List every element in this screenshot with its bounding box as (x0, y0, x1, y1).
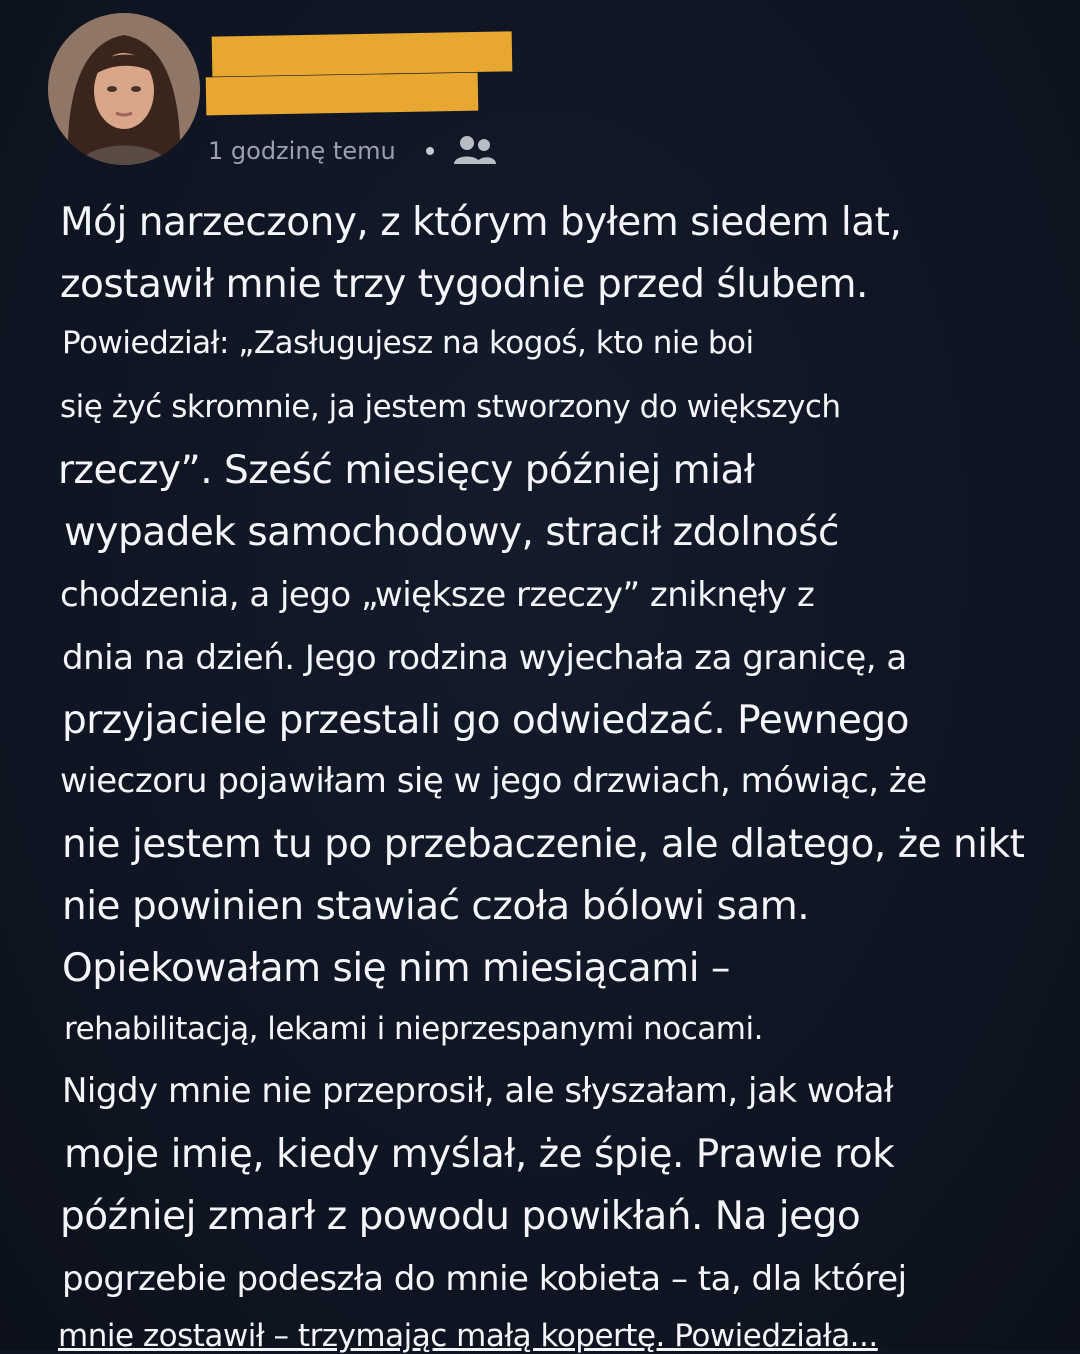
post-line: później zmarł z powodu powikłań. Na jego (60, 1194, 861, 1239)
post-line: nie powinien stawiać czoła bólowi sam. (62, 884, 810, 929)
post-line: zostawił mnie trzy tygodnie przed ślubem. (60, 262, 868, 307)
post-line: wypadek samochodowy, stracił zdolność (64, 510, 839, 555)
post-line: chodzenia, a jego „większe rzeczy” zniknęły z (60, 575, 815, 615)
post-line: moje imię, kiedy myślał, że śpię. Prawie rok (64, 1132, 895, 1177)
post-line: Opiekowałam się nim miesiącami – (62, 946, 730, 991)
post-line: dnia na dzień. Jego rodzina wyjechała za granicę, a (62, 638, 907, 678)
post-line-truncated: mnie zostawił – trzymając małą kopertę. Powiedziała... (58, 1318, 878, 1354)
post-line: przyjaciele przestali go odwiedzać. Pewnego (62, 698, 909, 743)
post-line: rzeczy”. Sześć miesięcy później miał (58, 448, 755, 493)
post-line: wieczoru pojawiłam się w jego drzwiach, mówiąc, że (60, 761, 927, 801)
post-line: Mój narzeczony, z którym byłem siedem lat, (60, 200, 902, 245)
post-line: rehabilitacją, lekami i nieprzespanymi nocami. (64, 1011, 763, 1047)
post-line: nie jestem tu po przebaczenie, ale dlatego, że nikt (62, 822, 1025, 867)
post-timestamp[interactable]: 1 godzinę temu (208, 137, 396, 165)
post-line: pogrzebie podeszła do mnie kobieta – ta, dla której (62, 1259, 907, 1299)
post-line: Powiedział: „Zasługujesz na kogoś, kto nie boi (62, 325, 754, 361)
post-line: Nigdy mnie nie przeprosił, ale słyszałam, jak wołał (62, 1071, 894, 1111)
post-line: się żyć skromnie, ja jestem stworzony do większych (60, 389, 841, 425)
